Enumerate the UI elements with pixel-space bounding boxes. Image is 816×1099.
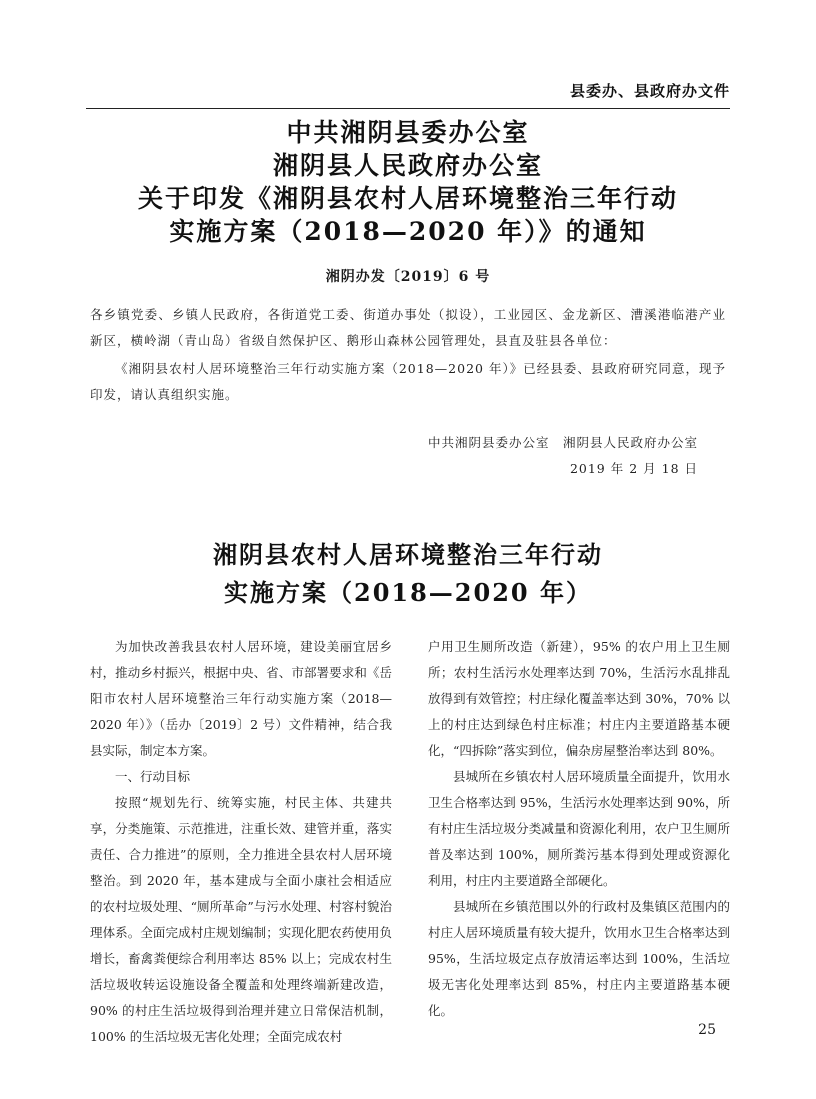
page-number: 25 xyxy=(698,1022,716,1038)
left-column xyxy=(90,634,392,1050)
right-column xyxy=(428,634,730,1024)
document-number: 湘阴办发〔2019〕6 号 xyxy=(325,269,491,285)
notice-title-line: 实施方案（2018—2020 年）》的通知 xyxy=(169,217,647,246)
paragraph: 按照“规划先行、统筹实施，村民主体、共建共享，分类施策、示范推进，注重长效、建管并重，落实责任、合力推进”的原则，全力推进全县农村人居环境整治。到 2020 年，基本建成与全面小康社会相适应的农村垃圾处理、“厕所革命”与污水处理、村容村貌治理体系。全面完成村庄规划编制；实现化肥农药使用负增长，畜禽粪便综合利用率达 85% 以上；完成农村生活垃圾收转运设施设备全覆盖和处理终端新建改造，90% 的村庄生活垃圾得到治理并建立日常保洁机制，100% 的生活垃圾无害化处理；全面完成农村 xyxy=(90,795,392,1044)
paragraph: 县城所在乡镇农村人居环境质量全面提升，饮用水卫生合格率达到 95%，生活污水处理率达到 90%，所有村庄生活垃圾分类减量和资源化利用，农户卫生厕所普及率达到 100%，厕所粪污基本得到处理或资源化利用，村庄内主要道路全部硬化。 xyxy=(428,769,730,888)
notice-title-line: 湘阴县人民政府办公室 xyxy=(272,151,543,180)
notice-body: 《湘阴县农村人居环境整治三年行动实施方案（2018—2020 年）》已经县委、县政府研究同意，现予印发，请认真组织实施。 xyxy=(90,361,726,402)
section-heading: 一、行动目标 xyxy=(115,769,191,784)
section-label: 县委办、县政府办文件 xyxy=(569,82,730,100)
plan-title xyxy=(86,536,730,612)
plan-title-line: 湘阴县农村人居环境整治三年行动 xyxy=(213,540,603,569)
notice-title-line: 关于印发《湘阴县农村人居环境整治三年行动 xyxy=(137,184,678,213)
notice-title xyxy=(86,116,730,248)
header-divider xyxy=(86,108,730,109)
paragraph-continued: 户用卫生厕所改造（新建），95% 的农户用上卫生厕所；农村生活污水处理率达到 70%，生活污水乱排乱放得到有效管控；村庄绿化覆盖率达到 30%，70% 以上的村庄达到绿色村庄标准；村庄内主要道路基本硬化，“四拆除”落实到位，偏杂房屋整治率达到 80%。 xyxy=(428,639,730,758)
paragraph: 为加快改善我县农村人居环境，建设美丽宜居乡村，推动乡村振兴，根据中央、省、市部署要求和《岳阳市农村人居环境整治三年行动实施方案（2018—2020 年）》（岳办〔2019〕2 号）文件精神，结合我县实际，制定本方案。 xyxy=(90,639,392,758)
issue-date: 2019 年 2 月 18 日 xyxy=(569,461,698,476)
notice-title-line: 中共湘阴县委办公室 xyxy=(286,118,530,147)
paragraph: 县城所在乡镇范围以外的行政村及集镇区范围内的村庄人居环境质量有较大提升，饮用水卫生合格率达到 95%，生活垃圾定点存放清运率达到 100%，生活垃圾无害化处理率达到 85%，村庄内主要道路基本硬化。 xyxy=(428,899,730,1018)
signatories: 中共湘阴县委办公室 湘阴县人民政府办公室 xyxy=(427,435,698,450)
addressees: 各乡镇党委、乡镇人民政府，各街道党工委、街道办事处（拟设），工业园区、金龙新区、漕溪港临港产业新区，横岭湖（青山岛）省级自然保护区、鹅形山森林公园管理处，县直及驻县各单位： xyxy=(90,307,726,348)
plan-title-line: 实施方案（2018—2020 年） xyxy=(224,578,592,607)
